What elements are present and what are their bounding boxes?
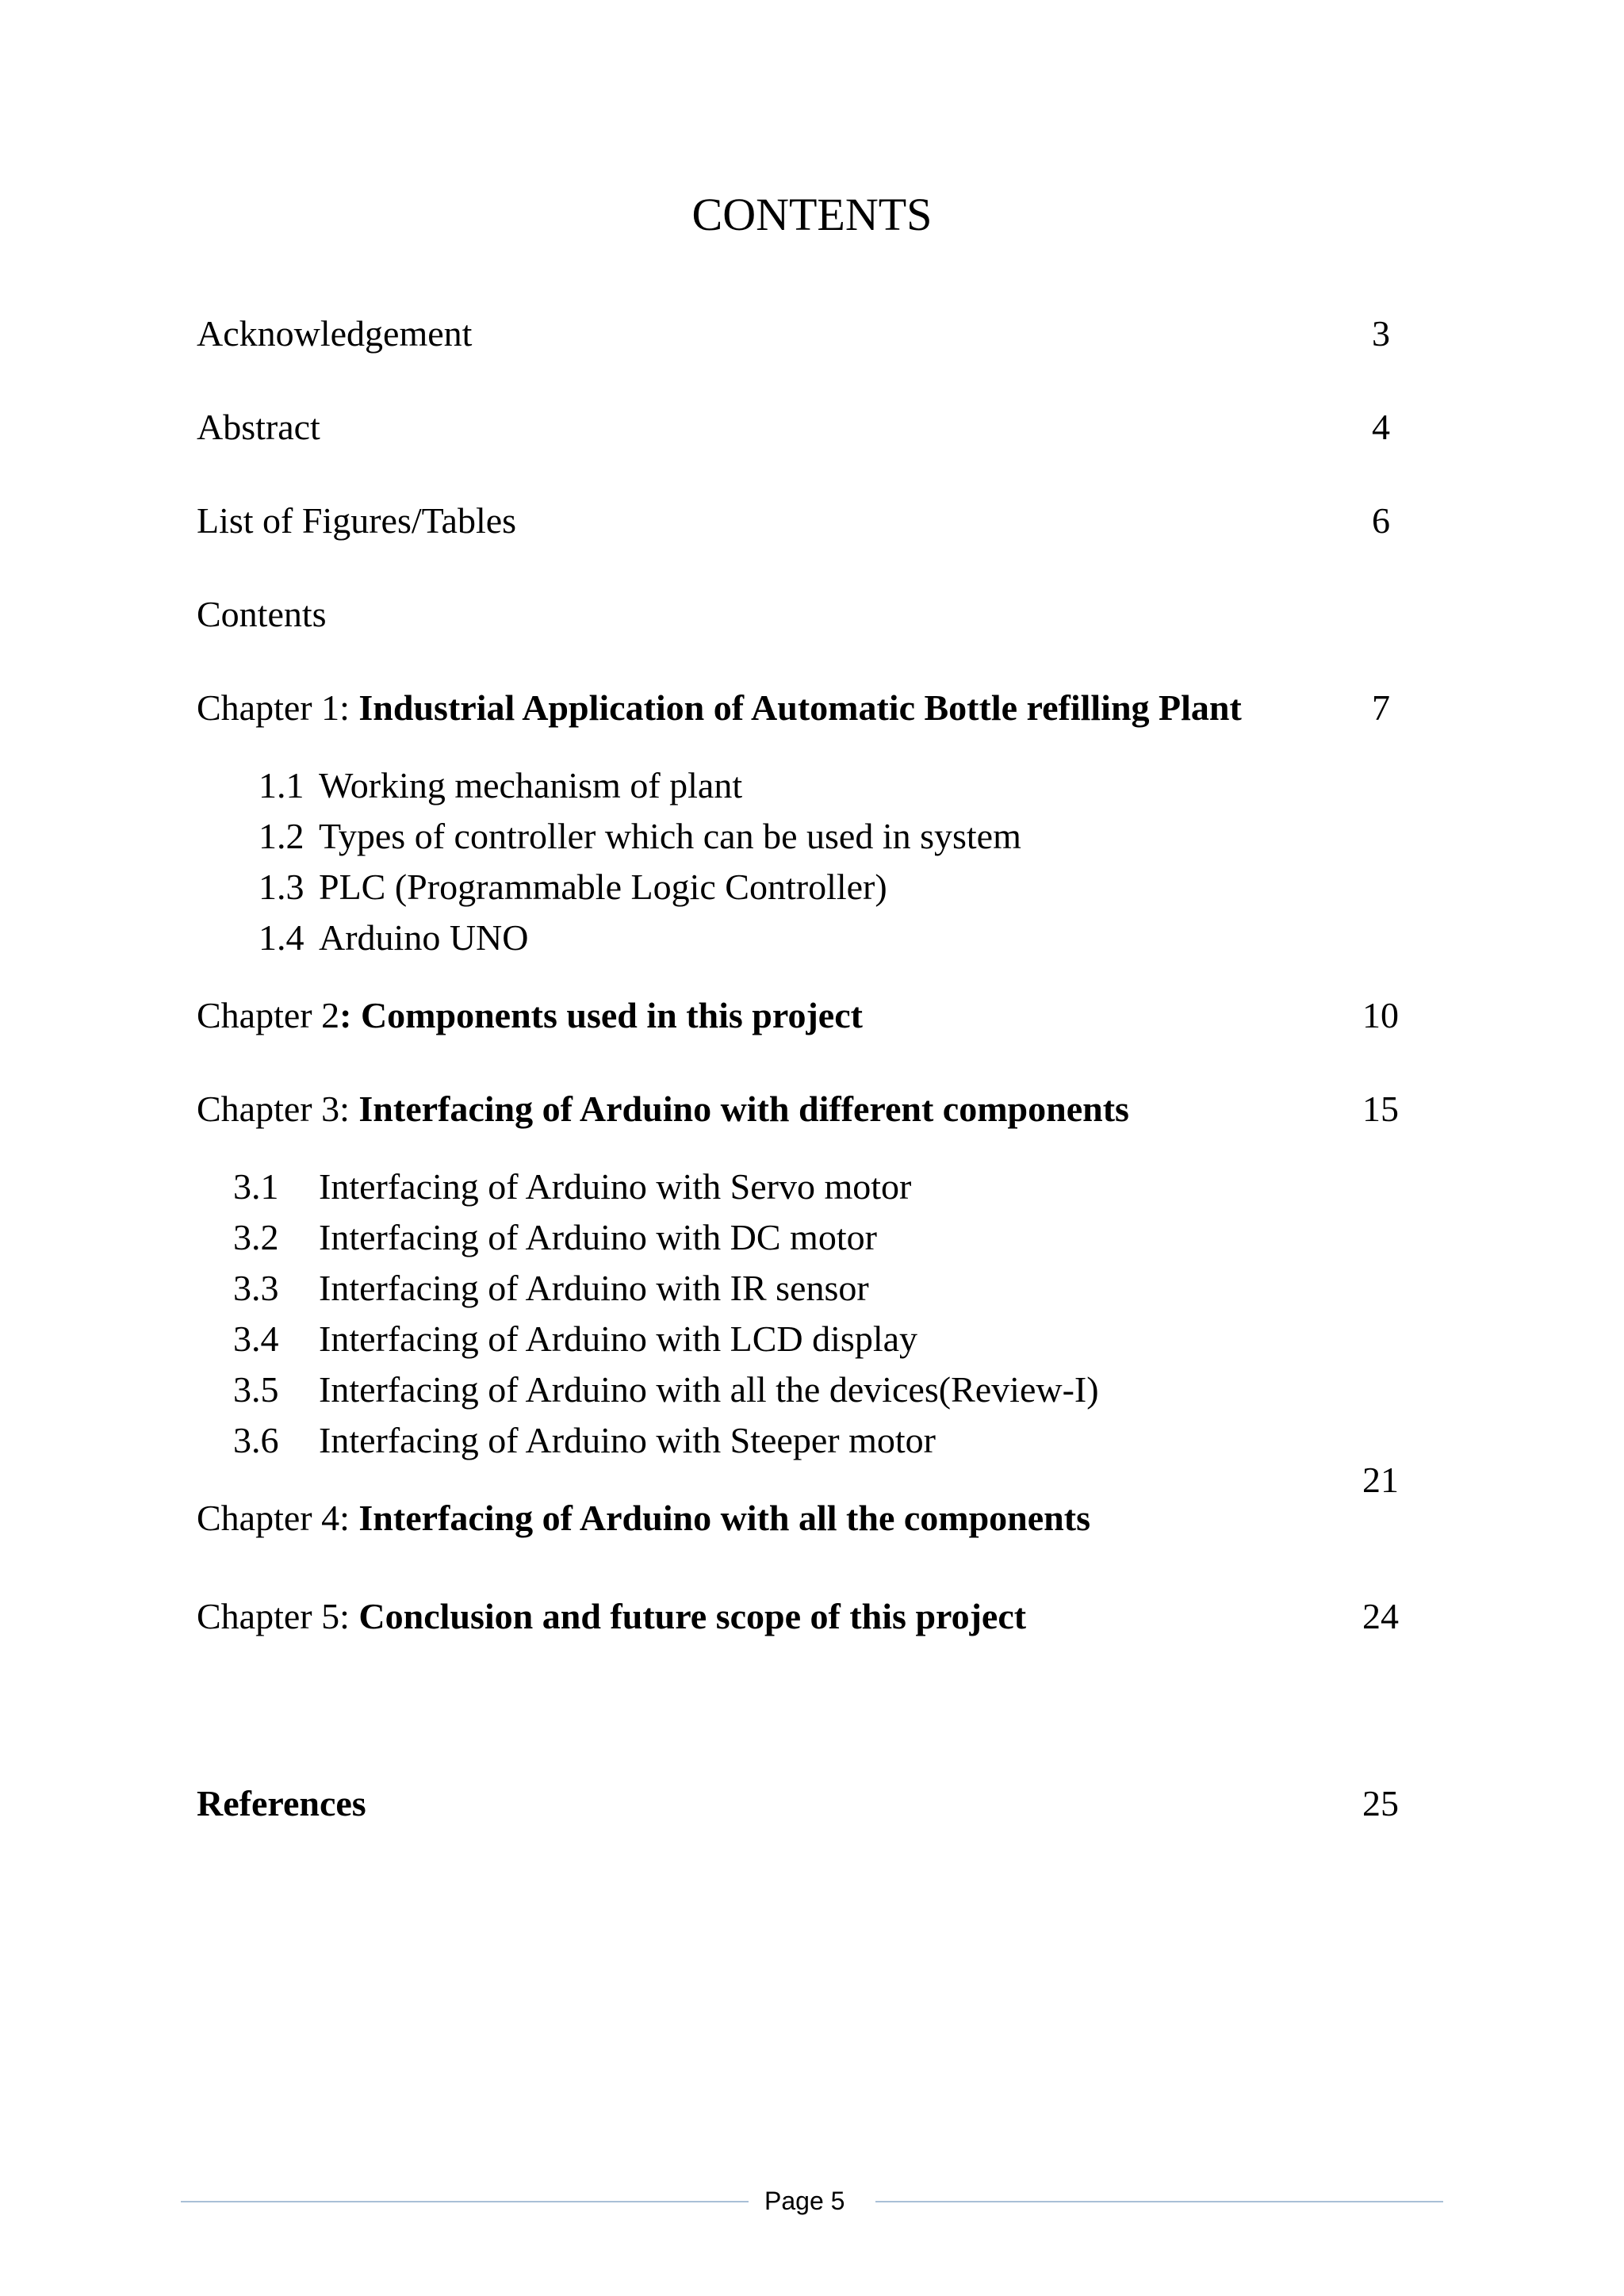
section-number: 1.4 (259, 917, 304, 958)
toc-entry-title: Interfacing of Arduino with different components (358, 1089, 1129, 1129)
toc-page-number: 6 (1372, 500, 1390, 541)
section-number: 3.5 (233, 1369, 279, 1410)
toc-entry-label: Acknowledgement (197, 313, 473, 354)
toc-page-number: 21 (1362, 1460, 1399, 1500)
toc-entry-list-of-figures (197, 500, 517, 541)
toc-page-number: 25 (1362, 1783, 1399, 1823)
toc-entry-contents (197, 596, 327, 633)
section-number: 3.6 (233, 1420, 279, 1460)
section-title: Types of controller which can be used in system (319, 816, 1021, 856)
toc-entry-chapter-1 (197, 687, 1242, 728)
toc-entry-acknowledgement (197, 313, 473, 354)
section-title: PLC (Programmable Logic Controller) (319, 867, 887, 907)
section-title: Interfacing of Arduino with DC motor (319, 1217, 877, 1257)
section-title: Interfacing of Arduino with Servo motor (319, 1166, 912, 1207)
toc-entry-title: Interfacing of Arduino with all the components (358, 1498, 1090, 1538)
toc-page-number: 3 (1372, 313, 1390, 354)
toc-entry-label: Abstract (197, 407, 320, 447)
toc-entry-title: Industrial Application of Automatic Bottle refilling Plant (358, 687, 1242, 728)
toc-entry-title: References (197, 1783, 366, 1823)
toc-entry-label: Chapter 5: (197, 1596, 359, 1636)
toc-entry-chapter-5 (197, 1598, 1026, 1635)
section-number: 1.2 (259, 816, 304, 856)
toc-entry-chapter-3 (197, 1091, 1129, 1127)
section-title: Interfacing of Arduino with all the devices(Review-I) (319, 1369, 1099, 1410)
section-title: Interfacing of Arduino with LCD display (319, 1318, 918, 1359)
section-title: Working mechanism of plant (319, 765, 743, 806)
toc-entry-title: Conclusion and future scope of this project (358, 1596, 1027, 1636)
toc-page-number: 24 (1362, 1596, 1399, 1636)
section-title: Interfacing of Arduino with IR sensor (319, 1268, 869, 1308)
toc-entry-abstract (197, 409, 320, 446)
toc-entry-label: Chapter 2 (197, 995, 340, 1035)
toc-entry-references (197, 1785, 366, 1822)
toc-entry-label: Chapter 1: (197, 687, 359, 728)
section-number: 3.1 (233, 1166, 279, 1207)
footer-page-number: Page 5 (764, 2187, 845, 2215)
toc-page-number: 7 (1372, 687, 1390, 728)
toc-entry-label: Contents (197, 594, 327, 634)
section-number: 3.3 (233, 1268, 279, 1308)
footer-rule-left (181, 2201, 749, 2202)
toc-entry-label: Chapter 3: (197, 1089, 359, 1129)
section-number: 1.1 (259, 765, 304, 806)
section-title: Arduino UNO (319, 917, 529, 958)
toc-entry-title: : Components used in this project (339, 995, 863, 1035)
toc-entry-chapter-2 (197, 997, 863, 1034)
section-number: 3.4 (233, 1318, 279, 1359)
section-number: 3.2 (233, 1217, 279, 1257)
toc-page-number: 4 (1372, 407, 1390, 447)
toc-page-number: 10 (1362, 995, 1399, 1035)
toc-entry-label: Chapter 4: (197, 1498, 359, 1538)
section-number: 1.3 (259, 867, 304, 907)
section-title: Interfacing of Arduino with Steeper motor (319, 1420, 936, 1460)
footer-rule-right (875, 2201, 1443, 2202)
toc-entry-chapter-4 (197, 1500, 1090, 1536)
toc-entry-label: List of Figures/Tables (197, 500, 517, 541)
page-title: CONTENTS (691, 189, 933, 240)
toc-page-number: 15 (1362, 1089, 1399, 1129)
